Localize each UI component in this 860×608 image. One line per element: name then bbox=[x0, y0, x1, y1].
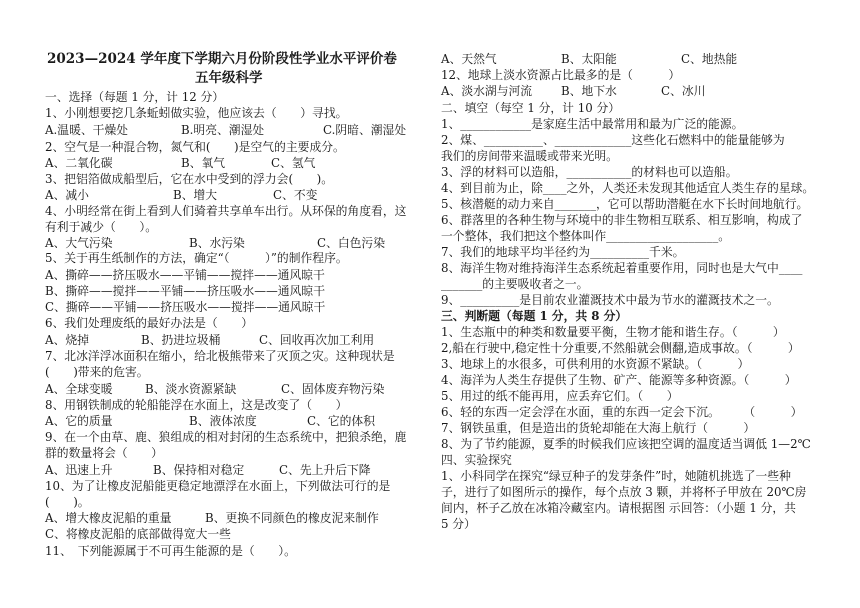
answer-option: B、保持相对稳定 bbox=[153, 463, 245, 477]
question-line: 3、地球上的水很多，可供利用的水资源不紧缺。（ ） bbox=[441, 357, 750, 371]
answer-option: C、冰川 bbox=[661, 84, 706, 98]
question-line: 6、轻的东西一定会浮在水面，重的东西一定会下沉。 （ ） bbox=[441, 405, 803, 419]
question-line: _______的主要吸收者之一。 bbox=[441, 277, 589, 291]
answer-option: C.阴暗、潮湿处 bbox=[323, 123, 407, 137]
answer-option: A、迅速上升 bbox=[45, 463, 113, 477]
question-line: 3、浮的材料可以造船，___________的材料也可以造船。 bbox=[441, 165, 738, 179]
answer-option: C、白色污染 bbox=[317, 236, 386, 250]
answer-option: B、淡水资源紧缺 bbox=[145, 382, 237, 396]
answer-option: A、淡水湖与河流 bbox=[441, 84, 533, 98]
answer-option: A、减小 bbox=[45, 188, 89, 202]
question-line: 4、小明经常在街上看到人们骑着共享单车出行。从环保的角度看，这 bbox=[45, 204, 407, 218]
question-line: 10、为了让橡皮泥船能更稳定地漂浮在水面上，下列做法可行的是 bbox=[45, 479, 391, 493]
question-line: C、将橡皮泥船的底部做得宽大一些 bbox=[45, 527, 231, 541]
question-line: 有利于减少（ ）。 bbox=[45, 220, 158, 234]
question-line: 6、我们处理废纸的最好办法是（ ） bbox=[45, 316, 254, 330]
question-line: 6、群落里的各种生物与环境中的非生物相互联系、相互影响，构成了 bbox=[441, 213, 803, 227]
question-line: A、撕碎——挤压吸水——平铺——搅拌——通风晾干 bbox=[45, 268, 325, 282]
answer-option: A、天然气 bbox=[441, 52, 497, 66]
question-line: 一、选择（每题 1 分，计 12 分） bbox=[45, 90, 225, 104]
question-line: 子，进行了如图所示的操作，每个点放 3 颗，并将杯子甲放在 20℃房 bbox=[441, 485, 807, 499]
answer-option: B、太阳能 bbox=[561, 52, 617, 66]
question-line: 7、钢铁虽重，但是造出的货轮却能在大海上航行（ ） bbox=[441, 421, 756, 435]
answer-option: B、扔进垃圾桶 bbox=[141, 333, 221, 347]
answer-option: C、氢气 bbox=[271, 156, 316, 170]
question-line: C、撕碎——平铺——挤压吸水——搅拌——通风晾干 bbox=[45, 300, 326, 314]
answer-option: A、增大橡皮泥船的重量 bbox=[45, 511, 172, 525]
question-line: 8、用钢铁制成的轮船能浮在水面上，这是改变了（ ） bbox=[45, 398, 348, 412]
question-line: 8、海洋生物对维持海洋生态系统起着重要作用，同时也是大气中____ bbox=[441, 261, 803, 275]
answer-option: B、水污染 bbox=[189, 236, 245, 250]
question-line: 2、空气是一种混合物，氮气和( )是空气的主要成分。 bbox=[45, 140, 345, 154]
answer-option: A、它的质量 bbox=[45, 414, 113, 428]
question-line: 4、海洋为人类生存提供了生物、矿产、能源等多种资源。（ ） bbox=[441, 373, 797, 387]
question-line: 7、我们的地球平均半径约为__________千米。 bbox=[441, 245, 685, 259]
question-line: 1、生态瓶中的种类和数量要平衡，生物才能和谐生存。（ ） bbox=[441, 325, 785, 339]
answer-option: B、液体浓度 bbox=[189, 414, 257, 428]
answer-option: A.温暖、干燥处 bbox=[45, 123, 129, 137]
answer-option: B、地下水 bbox=[561, 84, 617, 98]
question-line: 一个整体，我们把这个整体叫作___________________。 bbox=[441, 229, 731, 243]
question-line: 5、关于再生纸制作的方法，确定“（ ）”的制作程序。 bbox=[45, 251, 348, 265]
question-line: B、撕碎——搅拌——平铺——挤压吸水——通风晾干 bbox=[45, 284, 325, 298]
question-line: 5 分） bbox=[441, 517, 476, 531]
question-line: 12、地球上淡水资源占比最多的是（ ） bbox=[441, 68, 681, 82]
question-line: 9、__________是目前农业灌溉技术中最为节水的灌溉技术之一。 bbox=[441, 293, 779, 307]
answer-option: B.明亮、潮湿处 bbox=[181, 123, 265, 137]
question-line: 群的数量将会（ ） bbox=[45, 446, 163, 460]
answer-option: A、二氧化碳 bbox=[45, 156, 113, 170]
answer-option: A、烧掉 bbox=[45, 333, 89, 347]
answer-option: C、不变 bbox=[273, 188, 318, 202]
question-line: 7、北冰洋浮冰面积在缩小，给北极熊带来了灭顶之灾。这种现状是 bbox=[45, 349, 395, 363]
question-line: 四、实验探究 bbox=[441, 453, 512, 467]
answer-option: B、更换不同颜色的橡皮泥来制作 bbox=[205, 511, 379, 525]
question-line: 间内，杯子乙放在冰箱冷藏室内。请根据图 示回答：（小题 1 分，共 bbox=[441, 501, 796, 515]
question-line: ( )。 bbox=[45, 495, 90, 509]
question-line: 8、为了节约能源，夏季的时候我们应该把空调的温度适当调低 1—2℃ bbox=[441, 437, 811, 451]
question-line: 1、小科同学在探究“绿豆种子的发芽条件”时，她随机挑选了一些种 bbox=[441, 469, 791, 483]
question-line: 三、判断题（每题 1 分，共 8 分） bbox=[441, 309, 628, 323]
answer-option: C、固体废弃物污染 bbox=[281, 382, 385, 396]
answer-option: A、全球变暖 bbox=[45, 382, 113, 396]
question-line: 1、____________是家庭生活中最常用和最为广泛的能源。 bbox=[441, 117, 744, 131]
answer-option: C、它的体积 bbox=[307, 414, 376, 428]
question-line: 2,船在行驶中,稳定性十分重要,不然船就会侧翻,造成事故。（ ） bbox=[441, 341, 800, 355]
question-line: 5、核潜艇的动力来自_______，它可以帮助潜艇在水下长时间地航行。 bbox=[441, 197, 809, 211]
question-line: 1、小刚想要挖几条蚯蚓做实验，他应该去（ ）寻找。 bbox=[45, 106, 348, 120]
answer-option: C、回收再次加工利用 bbox=[259, 333, 375, 347]
answer-option: A、大气污染 bbox=[45, 236, 113, 250]
question-line: 我们的房间带来温暖或带来光明。 bbox=[441, 149, 618, 163]
question-line: ( )带来的危害。 bbox=[45, 365, 149, 379]
question-line: 5、用过的纸不能再用，应丢弃它们。（ ） bbox=[441, 389, 679, 403]
answer-option: C、先上升后下降 bbox=[279, 463, 371, 477]
exam-subtitle: 五年级科学 bbox=[195, 70, 263, 86]
question-line: 2、煤、__________、_____________这些化石燃料中的能量能够为 bbox=[441, 133, 785, 147]
answer-option: C、地热能 bbox=[681, 52, 738, 66]
answer-option: B、氧气 bbox=[181, 156, 226, 170]
question-line: 4、到目前为止，除____之外，人类还未发现其他适宜人类生存的星球。 bbox=[441, 181, 815, 195]
question-line: 11、 下列能源属于不可再生能源的是（ ）。 bbox=[45, 544, 296, 558]
answer-option: B、增大 bbox=[173, 188, 218, 202]
question-line: 9、在一个由草、鹿、狼组成的相对封闭的生态系统中，把狼杀绝，鹿 bbox=[45, 430, 407, 444]
question-line: 二、填空（每空 1 分，计 10 分） bbox=[441, 101, 621, 115]
question-line: 3、把铝箔做成船型后，它在水中受到的浮力会( )。 bbox=[45, 172, 334, 186]
exam-title: 2023—2024 学年度下学期六月份阶段性学业水平评价卷 bbox=[47, 51, 397, 67]
